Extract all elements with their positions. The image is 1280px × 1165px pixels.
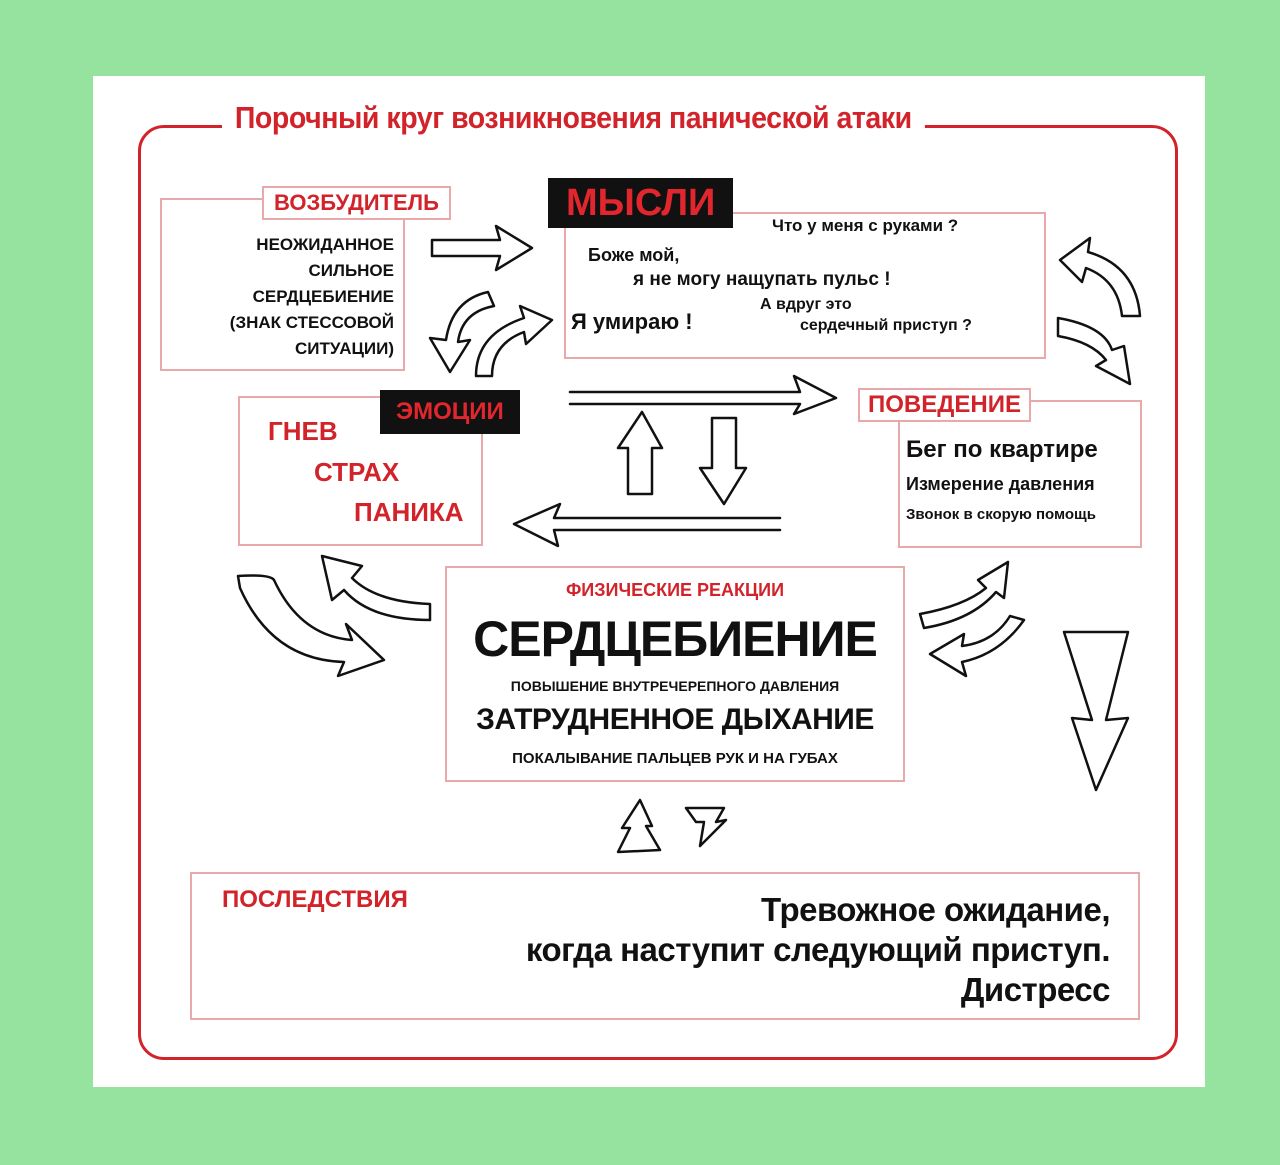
trigger-line: (ЗНАК СТЕССОВОЙ xyxy=(229,313,394,332)
behavior-ambulance: Звонок в скорую помощь xyxy=(906,506,1096,523)
emotion-anger: ГНЕВ xyxy=(268,416,338,446)
trigger-line: СИЛЬНОЕ xyxy=(308,261,394,280)
consequences-line: Дистресс xyxy=(960,971,1110,1008)
emotions-label: ЭМОЦИИ xyxy=(380,390,520,434)
curved-arrow-icon xyxy=(430,292,494,372)
emotion-panic: ПАНИКА xyxy=(354,497,464,527)
trigger-line: СЕРДЦЕБИЕНИЕ xyxy=(252,287,394,306)
curved-arrow-icon xyxy=(930,616,1024,676)
arrow-left-icon xyxy=(514,504,780,546)
thought-god: Боже мой, xyxy=(588,245,680,265)
arrow-up-icon xyxy=(618,412,662,494)
physical-tingling: ПОКАЛЫВАНИЕ ПАЛЬЦЕВ РУК И НА ГУБАХ xyxy=(512,750,838,767)
thought-what-if: А вдруг это xyxy=(760,296,852,313)
curved-arrow-icon xyxy=(1058,318,1130,384)
trigger-line: СИТУАЦИИ) xyxy=(295,339,394,358)
curved-arrow-icon xyxy=(322,556,430,620)
curved-arrow-icon xyxy=(238,576,384,677)
thought-pulse: я не могу нащупать пульс ! xyxy=(633,269,891,290)
arrow-right-icon xyxy=(432,226,532,270)
physical-label: ФИЗИЧЕСКИЕ РЕАКЦИИ xyxy=(565,580,785,600)
arrow-up-icon xyxy=(618,800,660,852)
behavior-label: ПОВЕДЕНИЕ xyxy=(858,388,1031,422)
behavior-running: Бег по квартире xyxy=(906,436,1098,463)
arrow-down-icon xyxy=(1064,632,1128,790)
behavior-pressure: Измерение давления xyxy=(906,474,1095,494)
consequences-line: когда наступит следующий приступ. xyxy=(525,931,1110,968)
curved-arrow-icon xyxy=(1060,238,1140,316)
thought-hands: Что у меня с руками ? xyxy=(772,216,959,235)
diagram-title: Порочный круг возникновения панической атаки xyxy=(222,100,925,136)
consequences-label: ПОСЛЕДСТВИЯ xyxy=(222,886,408,913)
physical-breathing: ЗАТРУДНЕННОЕ ДЫХАНИЕ xyxy=(476,703,874,736)
arrow-right-icon xyxy=(570,376,836,414)
physical-heartbeat: СЕРДЦЕБИЕНИЕ xyxy=(473,611,877,667)
thought-dying: Я умираю ! xyxy=(571,309,693,334)
curved-arrow-icon xyxy=(476,306,552,376)
emotion-fear: СТРАХ xyxy=(314,457,400,487)
trigger-label: ВОЗБУДИТЕЛЬ xyxy=(262,186,451,220)
curved-arrow-icon xyxy=(920,562,1008,628)
thought-heart-attack: сердечный приступ ? xyxy=(800,317,972,334)
trigger-line: НЕОЖИДАННОЕ xyxy=(256,235,394,254)
consequences-line: Тревожное ожидание, xyxy=(761,891,1110,928)
arrow-down-icon xyxy=(686,808,726,846)
arrow-down-icon xyxy=(700,418,746,504)
thoughts-label: МЫСЛИ xyxy=(548,178,733,228)
physical-pressure: ПОВЫШЕНИЕ ВНУТРЕЧЕРЕПНОГО ДАВЛЕНИЯ xyxy=(510,678,840,694)
